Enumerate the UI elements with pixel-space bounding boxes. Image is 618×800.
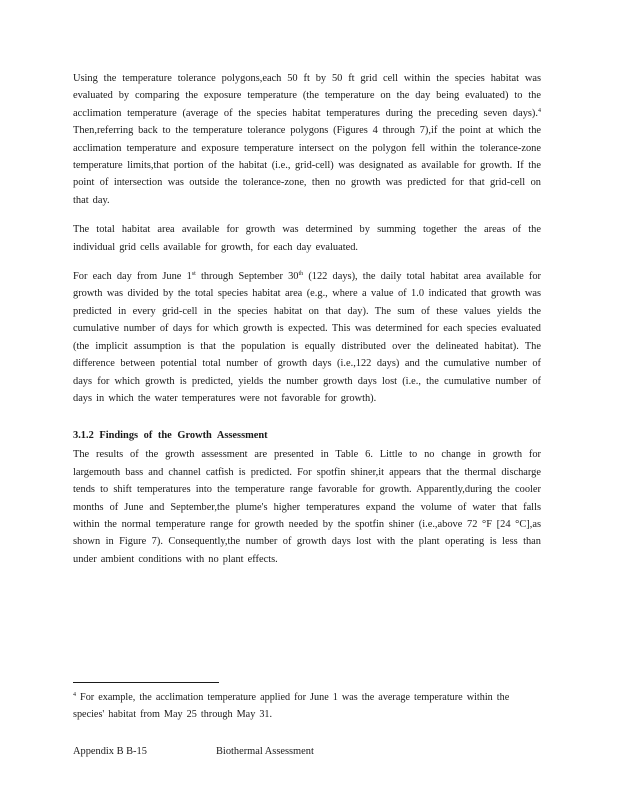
paragraph-growth-findings: The results of the growth assessment are presented in Table 6. Little to no change in growth for largemouth bass and channel catfish is predicted. For spotfin shiner,it appears that the thermal discharge tends to shift temperatures into the temperature range favorable for growth. Apparently,during the cooler months of June and September,the plume's higher temperatures expand the volume of water that falls within the normal temperature range for growth needed by the spotfin shiner (i.e.,above 72 °F [24 °C],as shown in Figure 7). Consequently,the number of growth days lost with the plant operating is less than under ambient conditions with no plant effects. [73, 449, 541, 565]
section-heading: 3.1.2 Findings of the Growth Assessment [73, 430, 268, 442]
paragraph-tolerance-evaluation [73, 70, 541, 209]
footnote [73, 689, 541, 723]
footnote-reference: 4 [538, 107, 541, 114]
paragraph-text: (122 days), the daily total habitat area available for growth was divided by the total species habitat area (e.g., where a value of 1.0 indicated that growth was predicted in every grid-cell in the species habitat on that day). The sum of these values yields the cumulative number of days for which growth is expected. This was determined for each species evaluated (the implicit assumption is that the population is equally distributed over the delineated habitat). The difference between potential total number of growth days (i.e.,122 days) and the cumulative number of days for which growth is predicted, yields the number growth days lost (i.e., the cumulative number of days in which the water temperatures were not favorable for growth). [73, 271, 541, 404]
page-footer [73, 743, 541, 760]
ordinal-suffix: th [298, 271, 304, 278]
paragraph-text: through September 30 [195, 271, 299, 283]
page-number: Appendix B B-15 [73, 746, 147, 757]
paragraph-daily-growth-calculation [73, 268, 541, 407]
footnote-text: For example, the acclimation temperature applied for June 1 was the average temperature within the species' habitat from May 25 through May 31. [73, 692, 510, 720]
paragraph-total-habitat-area: The total habitat area available for growth was determined by summing together the areas of the individual grid cells available for growth, for each day evaluated. [73, 224, 541, 253]
footnote-marker: 4 [73, 692, 76, 698]
paragraph-text: Then,referring back to the temperature tolerance polygons (Figures 4 through 7),if the point at which the acclimation temperature and exposure temperature intersect on the polygon fell within the tolerance-zone temperature limits,that portion of the habitat (i.e., grid-cell) was designated as available for growth. If the point of intersection was outside the tolerance-zone, then no growth was predicted for that grid-cell on that day. [73, 125, 541, 206]
document-title: Biothermal Assessment [216, 746, 314, 757]
paragraph-text: For each day from June 1 [73, 271, 192, 283]
footnote-divider [73, 682, 219, 683]
paragraph-text: Using the temperature tolerance polygons,each 50 ft by 50 ft grid cell within the species habitat was evaluated by comparing the exposure temperature (the temperature on the day being evaluated) to the acclimation temperature (average of the species habitat temperatures during the preceding seven days). [73, 73, 541, 119]
page-body [73, 70, 541, 568]
ordinal-suffix: st [191, 271, 196, 278]
